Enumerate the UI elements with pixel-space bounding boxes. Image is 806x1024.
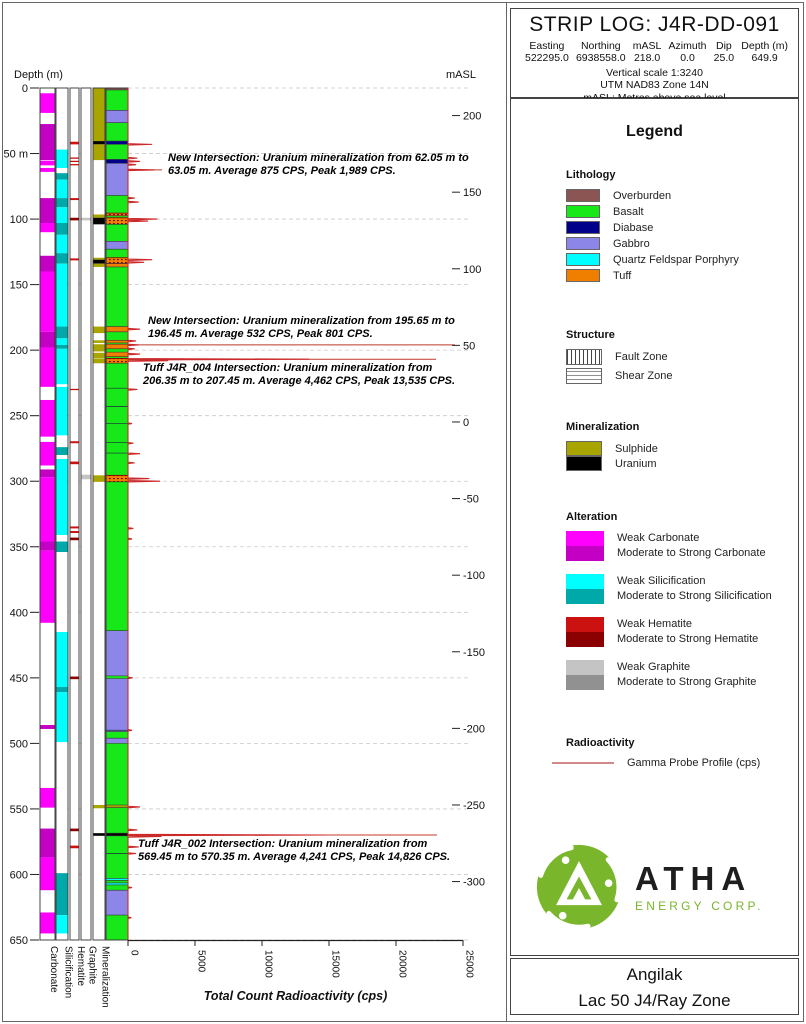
legend-item [566, 221, 790, 234]
interval [70, 258, 79, 260]
legend-swatch [566, 269, 600, 282]
legend-item [566, 269, 790, 282]
collar-info-value: 218.0 [633, 52, 661, 64]
gamma-tick-label: 20000 [396, 950, 408, 978]
interval [106, 890, 128, 915]
legend-swatch [566, 237, 600, 250]
interval [40, 400, 55, 437]
legend-section-radioactivity [566, 737, 790, 772]
interval [106, 352, 128, 357]
logo-name: ATHA [635, 859, 753, 897]
legend-item-label: Quartz Feldspar Porphyry [613, 253, 739, 266]
interval [40, 332, 55, 348]
interval [40, 442, 55, 466]
interval [56, 459, 68, 535]
interval [93, 327, 105, 334]
interval [106, 241, 128, 249]
depth-tick-label: 200 [9, 345, 28, 358]
depth-tick-label: 350 [9, 541, 28, 554]
legend-alteration-group [566, 660, 790, 690]
masl-tick-label: -50 [463, 493, 479, 506]
atha-logo-text [635, 859, 764, 913]
masl-tick-label: -200 [463, 723, 486, 736]
depth-axis-title: Depth (m) [14, 69, 63, 81]
mineralized-band-pattern [106, 213, 128, 216]
interval [93, 805, 105, 808]
depth-tick-label: 600 [9, 869, 28, 882]
interval [70, 198, 79, 200]
depth-tick-label: 50 m [3, 148, 28, 161]
interval [70, 846, 79, 849]
interval [106, 631, 128, 676]
depth-tick-label: 400 [9, 607, 28, 620]
interval [40, 272, 55, 332]
legend-item [566, 189, 790, 202]
track-bg [81, 88, 91, 940]
legend-section-mineralization [566, 421, 790, 471]
interval [106, 141, 128, 144]
masl-tick-label: -150 [463, 646, 486, 659]
interval [40, 256, 55, 272]
legend-section-heading: Lithology [566, 169, 616, 181]
alteration-swatches [566, 617, 604, 647]
strong-label: Moderate to Strong Carbonate [617, 547, 766, 559]
interval [56, 173, 68, 180]
depth-tick-label: 450 [9, 672, 28, 685]
weak-label: Weak Hematite [617, 618, 692, 630]
interval [93, 144, 105, 160]
interval [70, 164, 79, 165]
alteration-labels [617, 660, 756, 690]
legend-item-label: Basalt [613, 205, 644, 218]
interval [93, 258, 105, 260]
interval [106, 738, 128, 743]
collar-info-value: 0.0 [680, 52, 695, 64]
interval [40, 168, 55, 172]
legend-item [566, 205, 790, 218]
project-name: Angilak [626, 965, 683, 984]
interval [40, 477, 55, 541]
collar-info-label: Easting [529, 40, 565, 52]
track-label: Silicification [62, 946, 74, 999]
interval [70, 829, 79, 832]
interval [93, 358, 105, 363]
masl-tick-label: -100 [463, 570, 486, 583]
interval [70, 389, 79, 390]
collar-info-row [511, 37, 798, 64]
collar-info-label: Northing [580, 40, 621, 52]
weak-label: Weak Graphite [617, 661, 691, 673]
weak-swatch [566, 660, 604, 675]
interval [56, 387, 68, 435]
legend-swatch [566, 205, 600, 218]
interval [40, 124, 55, 160]
atha-logo-icon [535, 843, 623, 931]
legend-section-structure [566, 329, 790, 387]
intersection-annotation: New Intersection: Uranium mineralization from 195.65 m to 196.45 m. Average 532 CPS, Peak 801 CPS. [148, 315, 455, 341]
interval [106, 327, 128, 332]
gamma-axis-title: Total Count Radioactivity (cps) [203, 989, 388, 1003]
company-logo [535, 843, 764, 931]
interval [56, 345, 68, 349]
interval [40, 161, 55, 166]
interval [106, 885, 128, 890]
interval [70, 157, 79, 158]
header-note: UTM NAD83 Zone 14N [600, 79, 709, 92]
alteration-labels [617, 531, 766, 561]
interval [56, 447, 68, 455]
legend-item [566, 368, 790, 384]
interval [106, 679, 128, 732]
legend-section-alteration [566, 511, 790, 703]
interval [56, 692, 68, 742]
gamma-axis [128, 940, 475, 1003]
legend-swatch [566, 221, 600, 234]
interval [70, 538, 79, 541]
strong-label: Moderate to Strong Hematite [617, 633, 759, 645]
interval [70, 677, 79, 680]
track-label: Carbonate [48, 946, 59, 993]
legend-item-label: Overburden [613, 189, 672, 202]
interval [40, 93, 55, 113]
interval [56, 264, 68, 327]
depth-tick-label: 150 [9, 279, 28, 292]
legend-swatch [566, 253, 600, 266]
interval [56, 873, 68, 915]
interval [106, 743, 128, 805]
interval [106, 676, 128, 679]
annotation-leaders [128, 170, 455, 835]
mineralized-band-pattern [106, 358, 128, 363]
alteration-swatches [566, 574, 604, 604]
collar-info-value: 522295.0 [525, 52, 569, 64]
depth-tick-label: 650 [9, 935, 28, 947]
depth-tick-label: 550 [9, 803, 28, 816]
masl-tick-label: 50 [463, 340, 476, 353]
legend-title: Legend [626, 123, 683, 140]
interval [106, 110, 128, 122]
gamma-tick-label: 25000 [463, 950, 475, 978]
masl-axis-title: mASL [446, 69, 476, 81]
collar-info-label: Depth (m) [741, 40, 788, 52]
track-label: Hematite [75, 946, 86, 987]
track-label: Graphite [86, 946, 98, 985]
depth-tick-label: 500 [9, 738, 28, 751]
legend-item-label: Gabbro [613, 237, 650, 250]
gamma-tick-label: 5000 [195, 950, 207, 973]
interval [93, 260, 105, 264]
weak-swatch [566, 617, 604, 632]
gamma-line-swatch [552, 762, 614, 764]
track-silicification [56, 88, 68, 940]
interval [106, 264, 128, 267]
interval [40, 542, 55, 551]
legend-item-label: Shear Zone [615, 370, 673, 382]
interval [106, 340, 128, 343]
legend-item [566, 757, 790, 769]
intersection-annotation: Tuff J4R_002 Intersection: Uranium mineralization from 569.45 m to 570.35 m. Average 4,241 CPS, Peak 14,826 CPS. [138, 838, 451, 864]
interval [70, 531, 79, 533]
interval [40, 348, 55, 387]
interval [70, 526, 79, 528]
collar-info-value: 6938558.0 [575, 52, 626, 64]
interval [106, 833, 128, 836]
track-mineralization [93, 88, 105, 940]
interval [40, 198, 55, 223]
strong-swatch [566, 675, 604, 690]
alteration-swatches [566, 660, 604, 690]
alteration-swatches [566, 531, 604, 561]
legend-swatch [566, 456, 602, 471]
interval [40, 551, 55, 623]
fault-zone-swatch [566, 349, 602, 365]
strong-swatch [566, 632, 604, 647]
interval [93, 141, 105, 144]
interval [56, 338, 68, 345]
interval [106, 195, 128, 213]
interval [40, 788, 55, 808]
header-note: Vertical scale 1:3240 [606, 67, 703, 79]
legend-panel [510, 98, 799, 956]
interval [70, 462, 79, 465]
collar-info-label: mASL [632, 40, 662, 52]
interval [40, 829, 55, 858]
gamma-tick-label: 10000 [262, 950, 274, 978]
interval [106, 267, 128, 327]
interval [56, 207, 68, 223]
collar-info-value: 649.9 [751, 52, 778, 64]
track-hematite [70, 88, 79, 940]
interval [93, 214, 105, 217]
legend-item [566, 441, 790, 456]
interval [56, 223, 68, 235]
legend-item [566, 253, 790, 266]
legend-item-label: Diabase [613, 221, 654, 234]
interval [93, 218, 105, 225]
collar-info-item [714, 40, 734, 64]
interval [106, 482, 128, 631]
interval [70, 142, 79, 145]
interval [106, 123, 128, 141]
interval [56, 327, 68, 339]
interval [56, 150, 68, 168]
interval [106, 159, 128, 163]
legend-section-heading: Radioactivity [566, 737, 635, 749]
interval [106, 915, 128, 940]
interval [93, 344, 105, 351]
interval [56, 915, 68, 933]
track-carbonate [40, 88, 55, 940]
alteration-labels [617, 574, 772, 604]
intersection-annotation: New Intersection: Uranium mineralization from 62.05 m to 63.05 m. Average 875 CPS, Peak 1,989 CPS. [168, 152, 469, 178]
logo-subtitle: ENERGY CORP. [635, 898, 764, 913]
interval [93, 88, 105, 141]
track-label: Mineralization [99, 946, 111, 1008]
interval [93, 833, 105, 836]
mineralized-band-pattern [106, 475, 128, 482]
project-title-panel [510, 958, 799, 1015]
shear-zone-swatch [566, 368, 602, 384]
mineralized-band-pattern [106, 218, 128, 225]
interval [56, 349, 68, 384]
interval [106, 805, 128, 808]
legend-item [566, 349, 790, 365]
masl-tick-label: 200 [463, 110, 482, 123]
depth-tick-label: 100 [9, 214, 28, 227]
depth-tick-label: 250 [9, 410, 28, 423]
interval [56, 687, 68, 692]
interval [70, 161, 79, 162]
interval [106, 344, 128, 349]
interval [106, 880, 128, 883]
interval [70, 441, 79, 443]
interval [106, 349, 128, 352]
collar-info-label: Azimuth [668, 40, 707, 52]
legend-item-label: Sulphide [615, 442, 658, 455]
weak-swatch [566, 531, 604, 546]
interval [106, 90, 128, 110]
collar-info-item [525, 40, 569, 64]
interval [81, 218, 91, 221]
interval [106, 144, 128, 159]
strong-label: Moderate to Strong Graphite [617, 676, 757, 688]
interval [81, 475, 91, 480]
masl-tick-label: -250 [463, 799, 486, 812]
interval [93, 353, 105, 358]
legend-swatch [566, 441, 602, 456]
track-lithology [106, 88, 128, 940]
interval [106, 332, 128, 341]
interval [70, 218, 79, 221]
interval [106, 836, 128, 879]
legend-swatch [566, 189, 600, 202]
interval [40, 469, 55, 477]
legend-section-heading: Structure [566, 329, 615, 341]
track-labels [48, 946, 111, 1008]
interval [93, 475, 105, 482]
legend-item-label: Tuff [613, 269, 632, 282]
weak-label: Weak Carbonate [617, 532, 700, 544]
masl-tick-label: 150 [463, 187, 482, 200]
interval [40, 223, 55, 232]
legend-section-heading: Alteration [566, 511, 618, 523]
legend-section-heading: Mineralization [566, 421, 640, 433]
weak-label: Weak Silicification [617, 575, 706, 587]
legend-item-label: Fault Zone [615, 351, 668, 363]
collar-info-label: Dip [715, 40, 732, 52]
track-bg [70, 88, 79, 940]
legend-item [566, 456, 790, 471]
mineralized-band-pattern [106, 258, 128, 264]
strong-swatch [566, 546, 604, 561]
depth-tick-label: 300 [9, 476, 28, 489]
legend-item-label: Uranium [615, 457, 657, 470]
collar-info-item [669, 40, 707, 64]
masl-tick-label: -300 [463, 876, 486, 889]
legend-item-label: Gamma Probe Profile (cps) [627, 757, 761, 769]
panel-divider [506, 2, 507, 1022]
collar-info-item [576, 40, 626, 64]
interval [93, 340, 105, 343]
interval [56, 542, 68, 552]
interval [106, 808, 128, 834]
header-panel [510, 8, 799, 98]
masl-tick-label: 0 [463, 416, 470, 429]
collar-info-item [633, 40, 662, 64]
interval [93, 264, 105, 267]
masl-axis [446, 69, 485, 889]
strong-swatch [566, 589, 604, 604]
legend-alteration-group [566, 617, 790, 647]
interval [106, 732, 128, 739]
interval [56, 235, 68, 253]
legend-alteration-group [566, 531, 790, 561]
interval [106, 163, 128, 195]
depth-tick-label: 0 [21, 83, 28, 95]
gamma-probe-profile [128, 88, 327, 940]
interval [56, 180, 68, 198]
collar-info-value: 25.0 [713, 52, 735, 64]
gamma-tick-label: 15000 [329, 950, 341, 978]
strong-label: Moderate to Strong Silicification [617, 590, 772, 602]
collar-info-item [741, 40, 788, 64]
zone-name: Lac 50 J4/Ray Zone [578, 991, 731, 1011]
masl-tick-label: 100 [463, 263, 482, 276]
interval [40, 725, 55, 729]
interval [56, 198, 68, 207]
legend-section-lithology [566, 169, 790, 285]
interval [56, 253, 68, 263]
interval [106, 363, 128, 475]
gamma-tick-label: 0 [128, 950, 140, 956]
page-title: STRIP LOG: J4R-DD-091 [529, 13, 780, 36]
track-graphite [81, 88, 91, 940]
legend-item [566, 237, 790, 250]
interval [40, 857, 55, 890]
legend-alteration-group [566, 574, 790, 604]
interval [106, 249, 128, 258]
interval [106, 224, 128, 241]
interval [40, 912, 55, 933]
interval [56, 632, 68, 687]
weak-swatch [566, 574, 604, 589]
alteration-labels [617, 617, 758, 647]
intersection-annotation: Tuff J4R_004 Intersection: Uranium mineralization from 206.35 m to 207.45 m. Average 4,462 CPS, Peak 13,535 CPS. [143, 362, 456, 388]
